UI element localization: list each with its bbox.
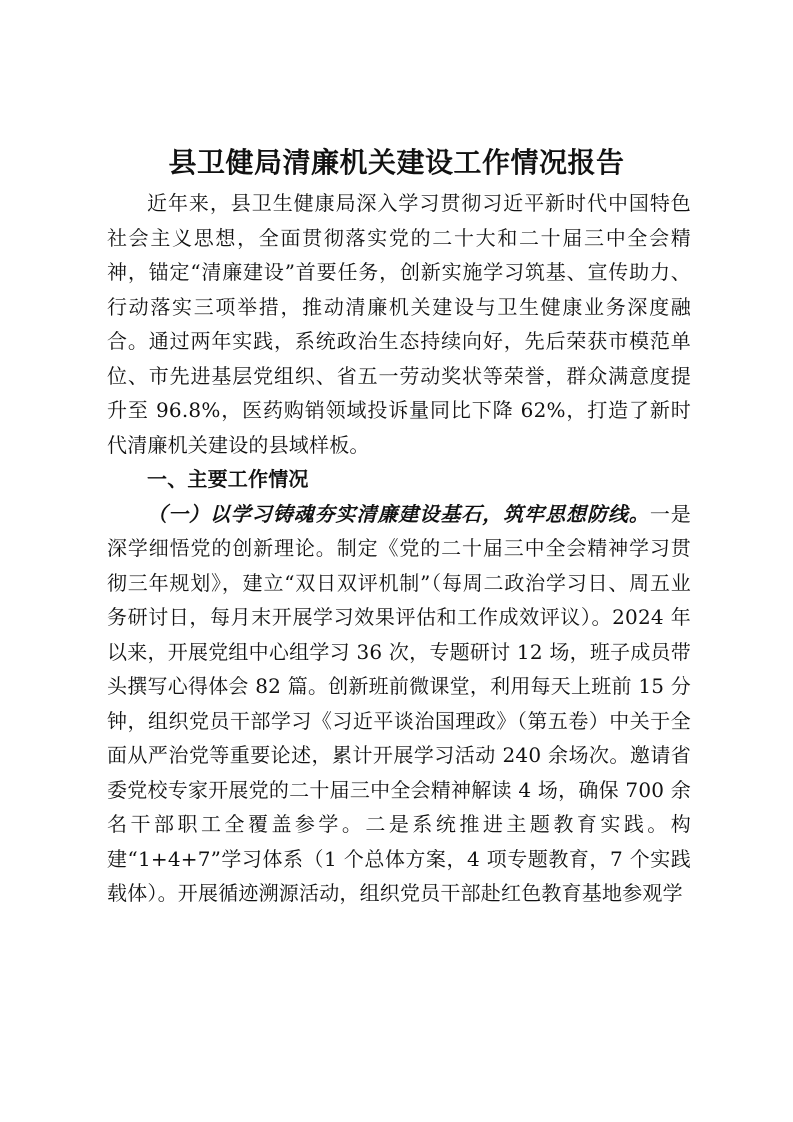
intro-paragraph: 近年来，县卫生健康局深入学习贯彻习近平新时代中国特色社会主义思想，全面贯彻落实党的二十大和二十届三中全会精神，锚定“清廉建设”首要任务，创新实施学习筑基、宣传助力、行动落实三项举措，推动清廉机关建设与卫生健康业务深度融合。通过两年实践，系统政治生态持续向好，先后荣获市模范单位、市先进基层党组织、省五一劳动奖状等荣誉，群众满意度提升至 96.8%，医药购销领域投诉量同比下降 62%，打造了新时代清廉机关建设的县域样板。	[107, 191, 691, 457]
document-title: 县卫健局清廉机关建设工作情况报告	[168, 146, 625, 179]
subsection-1-heading: （一）以学习铸魂夯实清廉建设基石，筑牢思想防线。	[147, 501, 650, 526]
subsection-1-body: 一是深学细悟党的创新理论。制定《党的二十届三中全会精神学习贯彻三年规划》，建立“双日双评机制”（每周二政治学习日、周五业务研讨日，每月末开展学习效果评估和工作成效评议）。2024 年以来，开展党组中心组学习 36 次，专题研讨 12 场，班子成员带头撰写心得体会 82 篇。创新班前微课堂，利用每天上班前 15 分钟，组织党员干部学习《习近平谈治国理政》（第五卷）中关于全面从严治党等重要论述，累计开展学习活动 240 余场次。邀请省委党校专家开展党的二十届三中全会精神解读 4 场，确保 700 余名干部职工全覆盖参学。二是系统推进主题教育实践。构建“1+4+7”学习体系（1 个总体方案，4 项专题教育，7 个实践载体）。开展循迹溯源活动，组织党员干部赴红色教育基地参观学	[107, 501, 691, 905]
subsection-paragraph	[107, 497, 691, 911]
section-heading	[107, 462, 691, 497]
section-1-heading: 一、主要工作情况	[147, 467, 309, 491]
document-body	[107, 186, 691, 911]
